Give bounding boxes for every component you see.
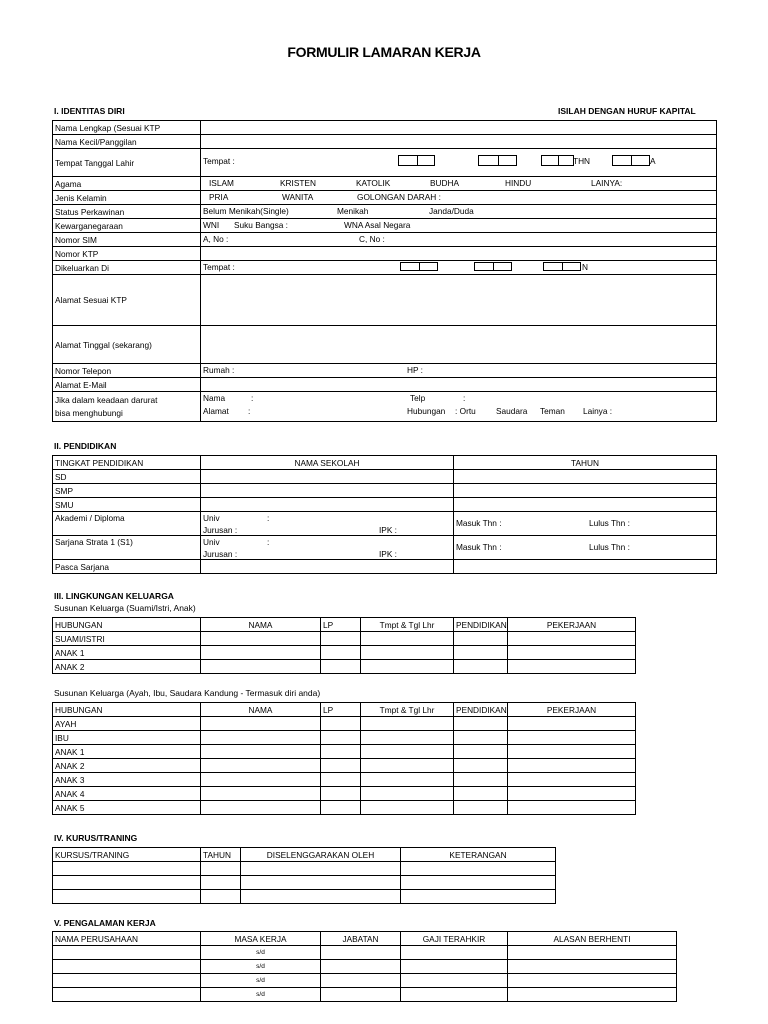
table-row [53,862,556,876]
kel2-cell[interactable] [201,801,321,815]
table-row [53,660,636,674]
kursus-cell[interactable] [201,876,241,890]
label-kewarganegaraan: Kewarganegaraan [53,219,201,233]
keluarga-table-1 [52,617,636,674]
akademi-label: Akademi / Diploma [55,513,125,523]
dikeluarkan-n-label: N [582,262,588,272]
label-jenis-kelamin: Jenis Kelamin [53,191,201,205]
kel1-header-lp: LP [321,618,361,632]
kel2-cell[interactable] [201,731,321,745]
identitas-table [52,120,717,422]
kel1-row-label: ANAK 2 [53,660,201,674]
kel2-cell[interactable] [508,745,636,759]
darurat-nama-label: Nama [203,393,226,403]
kel2-row-label: ANAK 2 [53,759,201,773]
telepon-hp-label: HP : [407,365,423,375]
label-status-perkawinan: Status Perkawinan [53,205,201,219]
kel2-header-pekerjaan: PEKERJAAN [508,703,636,717]
table-row [53,646,636,660]
table-row [53,876,556,890]
kel1-cell[interactable] [508,660,636,674]
label-nama-panggilan: Nama Kecil/Panggilan [53,135,201,149]
kel2-cell[interactable] [454,773,508,787]
sarjana-label: Sarjana Strata 1 (S1) [55,537,133,547]
akademi-jurusan-label: Jurusan : [203,525,238,535]
pengalaman-cell[interactable] [321,946,401,960]
input-akademi-sekolah[interactable] [201,512,454,536]
form-title: FORMULIR LAMARAN KERJA [287,44,481,60]
darurat-ortu[interactable]: : Ortu [455,406,476,416]
kel2-row-label: ANAK 1 [53,745,201,759]
kel2-header-nama: NAMA [201,703,321,717]
input-dikeluarkan-di[interactable] [201,261,717,275]
table-row [53,890,556,904]
masa-kerja-sd[interactable]: s/d [201,988,321,1002]
agama-hindu[interactable]: HINDU [505,178,532,188]
input-alamat-tinggal[interactable] [201,326,717,364]
label-tempat-tanggal-lahir: Tempat Tanggal Lahir [53,149,201,177]
kursus-header-penyelenggara: DISELENGGARAKAN OLEH [241,848,401,862]
pengalaman-header-perusahaan: NAMA PERUSAHAAN [53,932,201,946]
label-nama-lengkap: Nama Lengkap (Sesuai KTP [53,121,201,135]
table-row [53,717,636,731]
kel1-cell[interactable] [454,660,508,674]
kel2-cell[interactable] [361,773,454,787]
akademi-lulus-label: Lulus Thn : [589,518,630,528]
input-agama[interactable] [201,177,717,191]
label-nomor-ktp: Nomor KTP [53,247,201,261]
pengalaman-table [52,931,677,1002]
kel2-header-hubungan: HUBUNGAN [53,703,201,717]
kel1-cell[interactable] [454,646,508,660]
kel1-cell[interactable] [361,646,454,660]
kel2-cell[interactable] [201,759,321,773]
kursus-cell[interactable] [201,890,241,904]
input-jenis-kelamin[interactable] [201,191,717,205]
darurat-hubungan-label: Hubungan [407,406,446,416]
pengalaman-cell[interactable] [508,946,677,960]
kel1-cell[interactable] [201,660,321,674]
kel1-header-nama: NAMA [201,618,321,632]
input-tempat-tanggal-lahir[interactable] [201,149,717,177]
kursus-cell[interactable] [401,890,556,904]
section-keluarga-heading: III. LINGKUNGAN KELUARGA [54,591,174,601]
header-tingkat-pendidikan: TINGKAT PENDIDIKAN [53,456,201,470]
input-kewarganegaraan[interactable] [201,219,717,233]
jk-wanita[interactable]: WANITA [282,192,314,202]
agama-kristen[interactable]: KRISTEN [280,178,316,188]
agama-islam[interactable]: ISLAM [209,178,234,188]
label-alamat-tinggal: Alamat Tinggal (sekarang) [53,326,201,364]
kel2-cell[interactable] [201,773,321,787]
pengalaman-cell[interactable] [508,988,677,1002]
telepon-rumah-label: Rumah : [203,365,235,375]
ktp-date-month-box[interactable] [474,262,512,271]
pengalaman-cell[interactable] [401,960,508,974]
kursus-header-keterangan: KETERANGAN [401,848,556,862]
kel2-cell[interactable] [201,745,321,759]
ktp-date-year-box[interactable] [543,262,581,271]
kel2-row-label: IBU [53,731,201,745]
date-year-box-a[interactable] [541,155,574,166]
kel2-header-pendidikan: PENDIDIKAN [454,703,508,717]
kursus-table [52,847,556,904]
status-menikah[interactable]: Menikah [337,206,369,216]
warga-wni[interactable]: WNI [203,220,220,230]
ttl-a-label: A [650,156,656,166]
kel2-cell[interactable] [201,717,321,731]
pengalaman-header-gaji: GAJI TERAHKIR [401,932,508,946]
input-nama-lengkap[interactable] [201,121,717,135]
sim-a-label: A, No : [203,234,229,244]
kel2-row-label: ANAK 5 [53,801,201,815]
sarjana-univ-colon: : [267,537,270,547]
kel1-row-label: ANAK 1 [53,646,201,660]
kel2-cell[interactable] [508,773,636,787]
kel1-cell[interactable] [508,632,636,646]
kel1-cell[interactable] [321,632,361,646]
masa-kerja-sd[interactable]: s/d [201,960,321,974]
kursus-cell[interactable] [53,890,201,904]
kel2-cell[interactable] [361,759,454,773]
kel2-header-lp: LP [321,703,361,717]
input-sarjana-tahun[interactable] [454,536,717,560]
pengalaman-header-alasan: ALASAN BERHENTI [508,932,677,946]
label-dikeluarkan-di: Dikeluarkan Di [53,261,201,275]
pengalaman-cell[interactable] [321,974,401,988]
input-smu-tahun[interactable] [454,498,717,512]
agama-lainya[interactable]: LAINYA: [591,178,623,188]
sarjana-masuk-label: Masuk Thn : [456,542,502,552]
suku-bangsa-label: Suku Bangsa : [234,220,288,230]
label-alamat-email: Alamat E-Mail [53,378,201,392]
kel2-cell[interactable] [361,717,454,731]
kel2-cell[interactable] [321,773,361,787]
kursus-cell[interactable] [201,862,241,876]
kel2-cell[interactable] [508,801,636,815]
label-kontak-darurat [53,392,201,422]
pengalaman-cell[interactable] [508,960,677,974]
ktp-date-day-box[interactable] [400,262,438,271]
kel2-cell[interactable] [454,717,508,731]
sarjana-univ-label: Univ [203,537,220,547]
kel2-header-ttl: Tmpt & Tgl Lhr [361,703,454,717]
kel1-cell[interactable] [201,632,321,646]
keluarga-sub2: Susunan Keluarga (Ayah, Ibu, Saudara Kandung - Termasuk diri anda) [54,688,321,698]
kel2-cell[interactable] [361,731,454,745]
keluarga-sub1: Susunan Keluarga (Suami/Istri, Anak) [54,603,196,613]
sim-c-label: C, No : [359,234,385,244]
pengalaman-header-jabatan: JABATAN [321,932,401,946]
input-smu-sekolah[interactable] [201,498,454,512]
row-sarjana [53,536,201,560]
kel2-cell[interactable] [454,731,508,745]
section-identitas-heading: I. IDENTITAS DIRI [54,106,125,116]
pendidikan-table [52,455,717,574]
darurat-lainya[interactable]: Lainya : [583,406,613,416]
header-tahun: TAHUN [454,456,717,470]
darurat-telp-colon: : [463,393,466,403]
kel1-header-pendidikan: PENDIDIKAN [454,618,508,632]
table-row [53,759,636,773]
input-nomor-sim[interactable] [201,233,717,247]
input-pasca-sekolah[interactable] [201,560,454,574]
section-pengalaman-heading: V. PENGALAMAN KERJA [54,918,156,928]
pengalaman-cell[interactable] [401,946,508,960]
kel2-cell[interactable] [321,717,361,731]
kel2-cell[interactable] [201,787,321,801]
kursus-cell[interactable] [53,862,201,876]
input-kontak-darurat[interactable] [201,392,717,422]
kel2-cell[interactable] [508,731,636,745]
table-row [53,632,636,646]
kursus-cell[interactable] [53,876,201,890]
kel2-cell[interactable] [508,787,636,801]
kel1-cell[interactable] [361,632,454,646]
pengalaman-cell[interactable] [508,974,677,988]
status-belum-menikah[interactable]: Belum Menikah(Single) [203,206,289,216]
status-janda-duda[interactable]: Janda/Duda [429,206,474,216]
kursus-cell[interactable] [401,876,556,890]
kel2-cell[interactable] [361,745,454,759]
jk-pria[interactable]: PRIA [209,192,229,202]
darurat-saudara[interactable]: Saudara [496,406,528,416]
kel1-cell[interactable] [508,646,636,660]
kursus-cell[interactable] [241,876,401,890]
row-sd: SD [53,470,201,484]
table-row [53,988,677,1002]
akademi-univ-colon: : [267,513,270,523]
date-month-box[interactable] [478,155,517,166]
input-smp-tahun[interactable] [454,484,717,498]
date-year-box-b[interactable] [612,155,650,166]
section-pendidikan-heading: II. PENDIDIKAN [54,441,117,451]
darurat-line1: Jika dalam keadaan darurat [55,395,158,405]
golongan-darah-label: GOLONGAN DARAH : [357,192,441,202]
pengalaman-cell[interactable] [53,974,201,988]
kel1-cell[interactable] [454,632,508,646]
input-nomor-telepon[interactable] [201,364,717,378]
label-nomor-sim: Nomor SIM [53,233,201,247]
label-nomor-telepon: Nomor Telepon [53,364,201,378]
kursus-cell[interactable] [241,862,401,876]
pengalaman-cell[interactable] [401,974,508,988]
kel1-header-ttl: Tmpt & Tgl Lhr [361,618,454,632]
warga-wna[interactable]: WNA Asal Negara [344,220,411,230]
kel2-cell[interactable] [454,745,508,759]
darurat-alamat-colon: : [248,406,251,416]
pengalaman-cell[interactable] [321,988,401,1002]
header-nama-sekolah: NAMA SEKOLAH [201,456,454,470]
agama-katolik[interactable]: KATOLIK [356,178,391,188]
input-akademi-tahun[interactable] [454,512,717,536]
input-status-perkawinan[interactable] [201,205,717,219]
kel2-cell[interactable] [321,731,361,745]
sarjana-jurusan-label: Jurusan : [203,549,238,559]
row-smp: SMP [53,484,201,498]
table-row [53,773,636,787]
kursus-cell[interactable] [401,862,556,876]
kel2-row-label: ANAK 3 [53,773,201,787]
input-nama-panggilan[interactable] [201,135,717,149]
table-row [53,960,677,974]
masa-kerja-sd[interactable]: s/d [201,946,321,960]
label-agama: Agama [53,177,201,191]
input-alamat-ktp[interactable] [201,275,717,326]
table-row [53,787,636,801]
table-row [53,801,636,815]
kel2-cell[interactable] [321,787,361,801]
kel2-row-label: AYAH [53,717,201,731]
pengalaman-cell[interactable] [53,946,201,960]
kel2-cell[interactable] [321,745,361,759]
akademi-ipk-label: IPK : [379,525,397,535]
kel2-row-label: ANAK 4 [53,787,201,801]
akademi-masuk-label: Masuk Thn : [456,518,502,528]
kursus-header-tahun: TAHUN [201,848,241,862]
row-pasca-sarjana: Pasca Sarjana [53,560,201,574]
input-pasca-tahun[interactable] [454,560,717,574]
kel2-cell[interactable] [321,801,361,815]
label-alamat-ktp: Alamat Sesuai KTP [53,275,201,326]
kursus-header-kursus: KURSUS/TRANING [53,848,201,862]
masa-kerja-sd[interactable]: s/d [201,974,321,988]
date-day-box[interactable] [398,155,435,166]
kel2-cell[interactable] [361,787,454,801]
pengalaman-cell[interactable] [53,960,201,974]
table-row [53,731,636,745]
pengalaman-cell[interactable] [53,988,201,1002]
kel1-cell[interactable] [361,660,454,674]
darurat-telp-label: Telp [410,393,426,403]
table-row [53,946,677,960]
input-sarjana-sekolah[interactable] [201,536,454,560]
row-smu: SMU [53,498,201,512]
input-nomor-ktp[interactable] [201,247,717,261]
kel1-cell[interactable] [321,646,361,660]
darurat-line2: bisa menghubungi [55,408,123,418]
row-akademi [53,512,201,536]
table-row [53,745,636,759]
dikeluarkan-tempat-label: Tempat : [203,262,235,272]
input-smp-sekolah[interactable] [201,484,454,498]
kel2-cell[interactable] [321,759,361,773]
kel1-header-pekerjaan: PEKERJAAN [508,618,636,632]
table-row [53,974,677,988]
section-kursus-heading: IV. KURUS/TRANING [54,833,138,843]
agama-budha[interactable]: BUDHA [430,178,460,188]
kel2-cell[interactable] [361,801,454,815]
kel2-cell[interactable] [454,787,508,801]
input-sd-tahun[interactable] [454,470,717,484]
kel1-cell[interactable] [321,660,361,674]
darurat-alamat-label: Alamat [203,406,229,416]
kel2-cell[interactable] [454,801,508,815]
input-sd-sekolah[interactable] [201,470,454,484]
kel2-cell[interactable] [508,717,636,731]
sarjana-ipk-label: IPK : [379,549,397,559]
akademi-univ-label: Univ [203,513,220,523]
ttl-tempat-label: Tempat : [203,156,235,166]
kel2-cell[interactable] [508,759,636,773]
pengalaman-header-masa-kerja: MASA KERJA [201,932,321,946]
kel1-cell[interactable] [201,646,321,660]
kursus-cell[interactable] [241,890,401,904]
input-alamat-email[interactable] [201,378,717,392]
kel1-row-label: SUAMI/ISTRI [53,632,201,646]
kel2-cell[interactable] [454,759,508,773]
darurat-teman[interactable]: Teman [540,406,565,416]
pengalaman-cell[interactable] [321,960,401,974]
keluarga-table-2 [52,702,636,815]
capital-letters-note: ISILAH DENGAN HURUF KAPITAL [558,106,696,116]
ttl-thn-label: THN [573,156,591,166]
pengalaman-cell[interactable] [401,988,508,1002]
sarjana-lulus-label: Lulus Thn : [589,542,630,552]
kel1-header-hubungan: HUBUNGAN [53,618,201,632]
darurat-nama-colon: : [251,393,254,403]
